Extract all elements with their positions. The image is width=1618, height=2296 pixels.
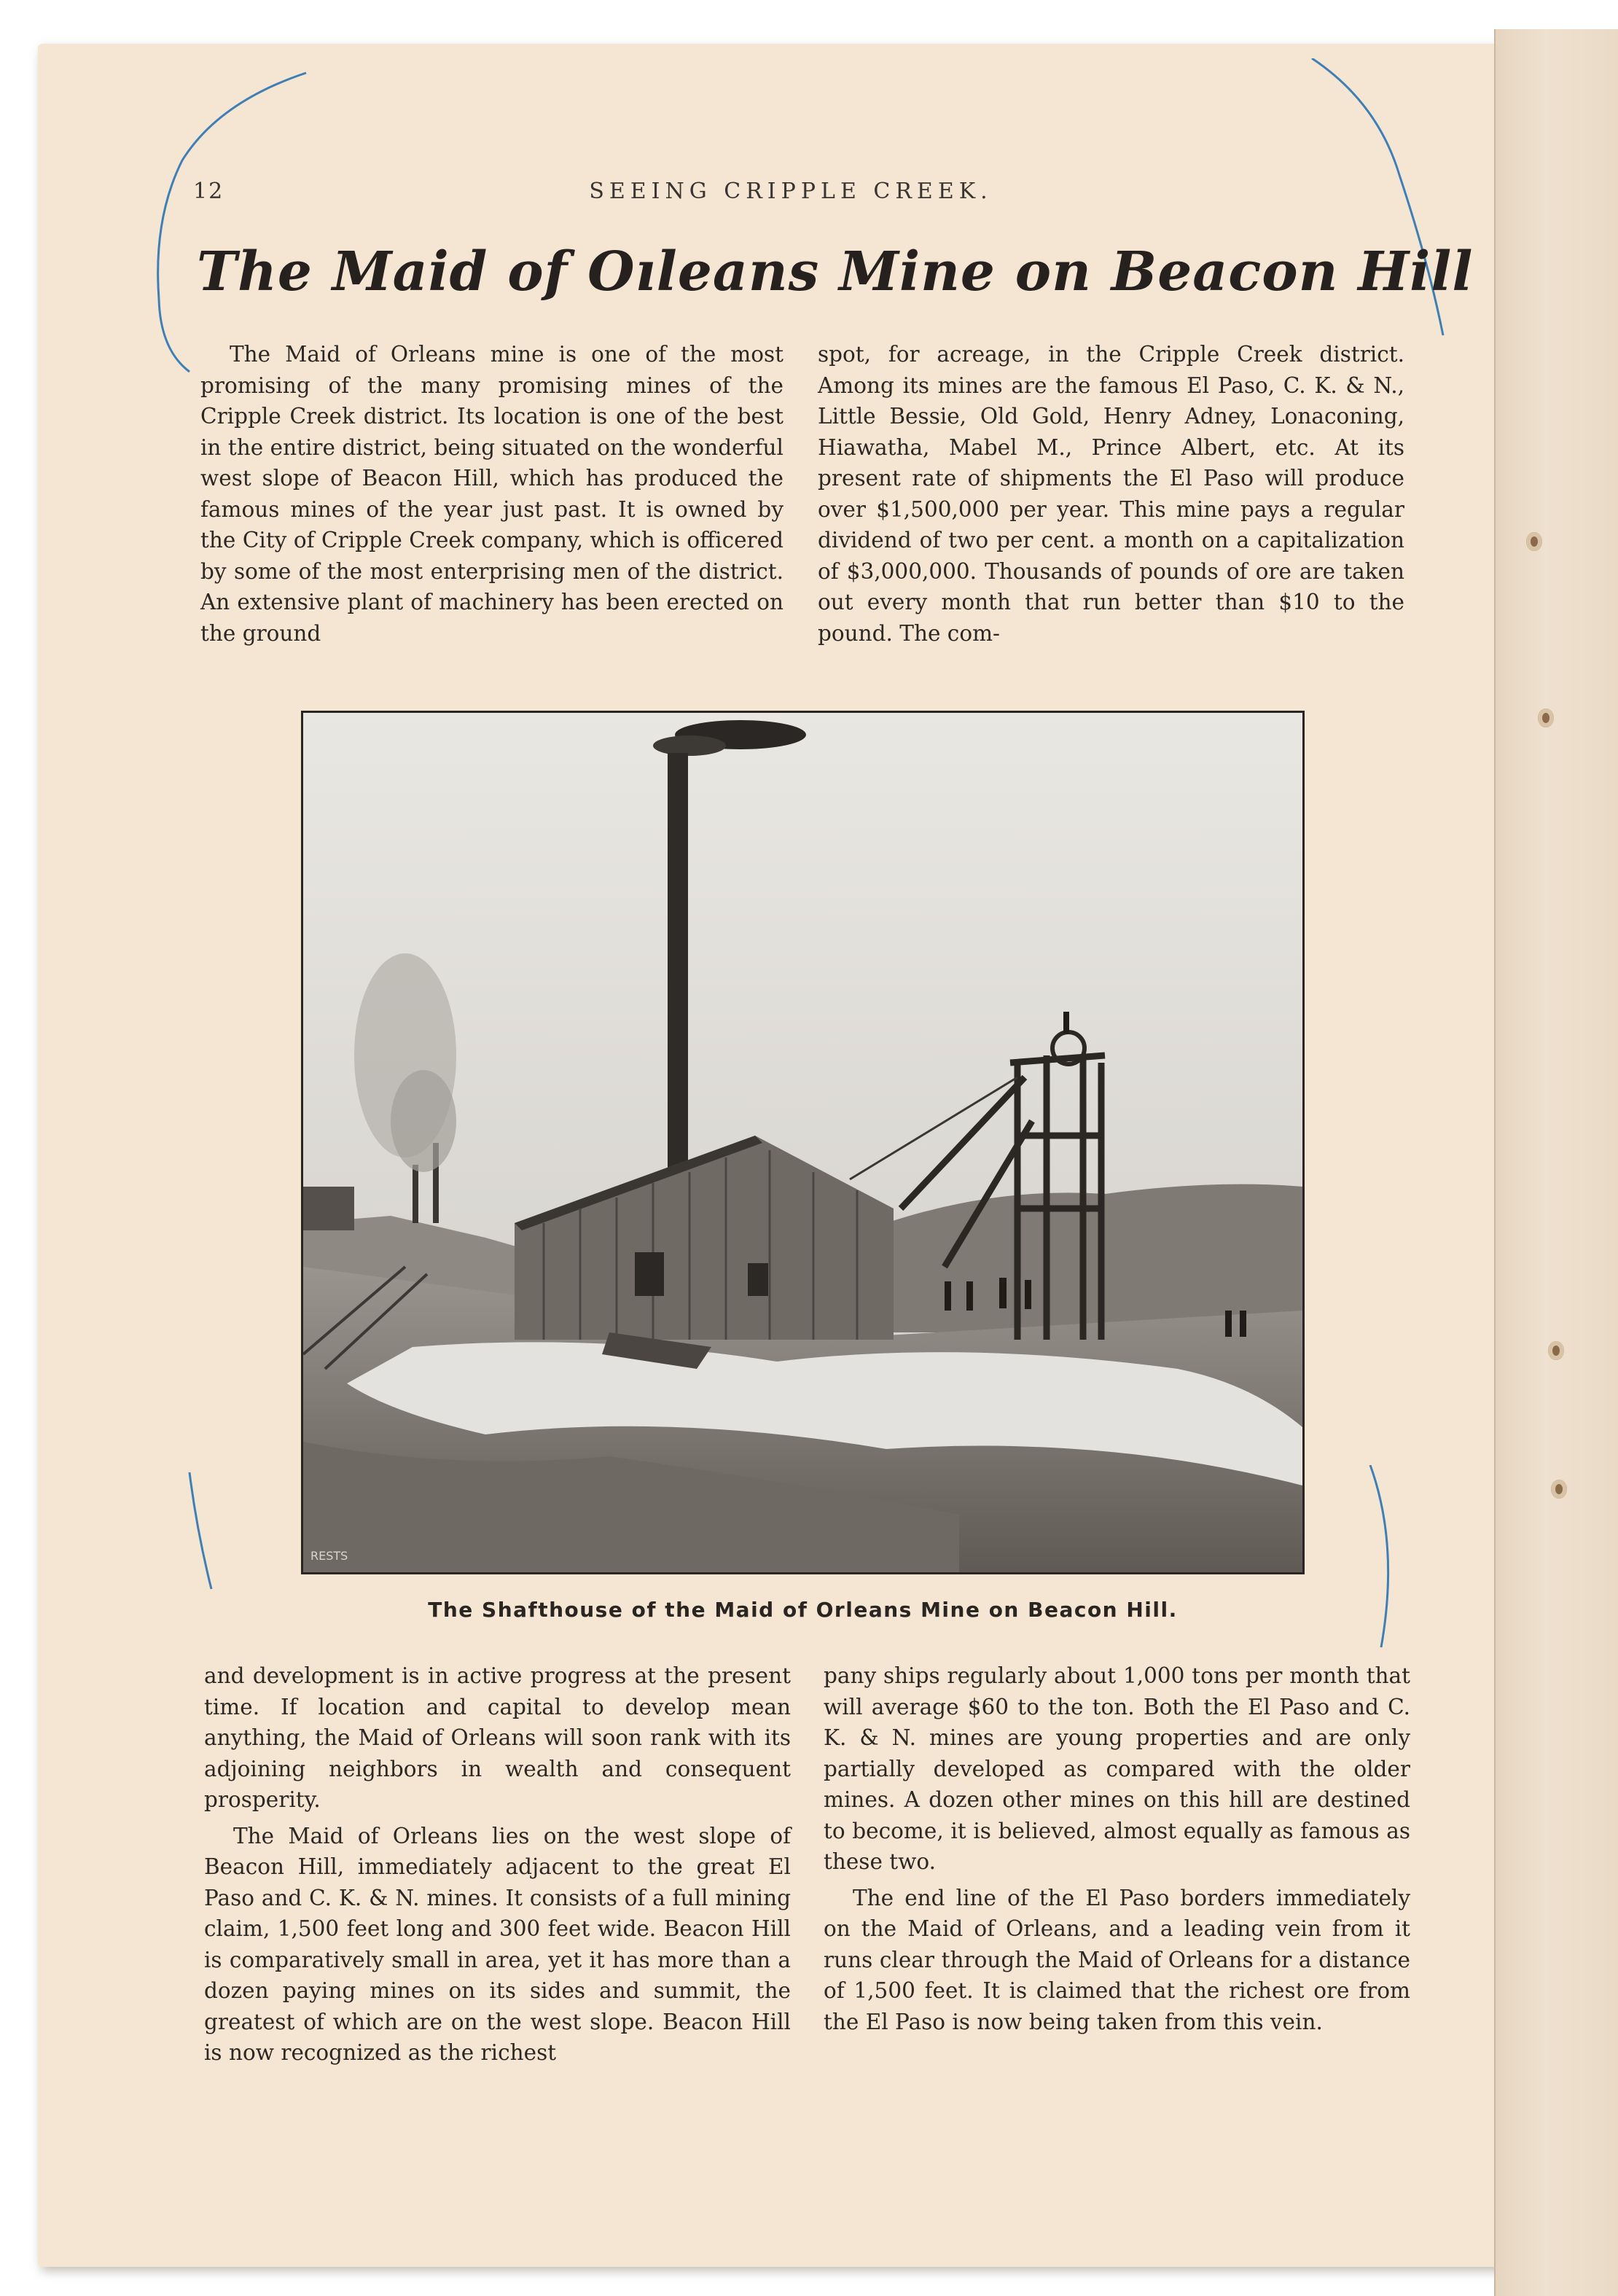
running-title: SEEING CRIPPLE CREEK. (589, 179, 993, 204)
article-column-bottom-right (824, 1660, 1410, 2042)
adjacent-page-edge (1494, 29, 1618, 2296)
photo-caption: The Shafthouse of the Maid of Orleans Mine on Beacon Hill. (428, 1598, 1178, 1622)
paragraph: and development is in active progress at the present time. If location and capital to develop mean anything, the Maid of Orleans will soon rank with its adjoining neighbors in wealth and consequent prosperity. (204, 1663, 791, 1812)
photographer-mark: RESTS (310, 1549, 348, 1563)
article-column-top-right (818, 339, 1404, 654)
shafthouse-photograph (301, 711, 1305, 1574)
running-head (193, 179, 1388, 208)
binding-hole (1548, 1341, 1564, 1360)
paragraph: pany ships regularly about 1,000 tons per month that will average $60 to the ton. Both the El Paso and C. K. & N. mines are young properties and are only partially developed as compared with the older mines. A dozen other mines on this hill are destined to become, it is believed, almost equally as famous as these two. (824, 1663, 1410, 1874)
article-column-bottom-left (204, 1660, 791, 2074)
binding-hole (1526, 532, 1542, 551)
article-headline: The Maid of Oıleans Mine on Beacon Hill (197, 241, 1474, 303)
paragraph: The Maid of Orleans mine is one of the most promising of the many promising mines of the Cripple Creek district. Its location is one of the best in the entire district, being situated on the wonderful west slope of Beacon Hill, which has produced the famous mines of the year just past. It is owned by the City of Cripple Creek company, which is officered by some of the most enterprising men of the district. An extensive plant of machinery has been erected on the ground (200, 342, 783, 646)
binding-hole (1551, 1480, 1567, 1499)
article-column-top-left (200, 339, 783, 654)
distant-smokestack (413, 1165, 418, 1223)
page-number: 12 (193, 179, 224, 204)
main-smokestack (668, 753, 688, 1190)
paragraph: The Maid of Orleans lies on the west slope of Beacon Hill, immediately adjacent to the great El Paso and C. K. & N. mines. It consists of a full mining claim, 1,500 feet long and 300 feet wide. Beacon Hill is comparatively small in area, yet it has more than a dozen paying mines on its sides and summit, the greatest of which are on the west slope. Beacon Hill is now recognized as the richest (204, 1823, 791, 2065)
paragraph: spot, for acreage, in the Cripple Creek district. Among its mines are the famous El Paso, C. K. & N., Little Bessie, Old Gold, Henry Adney, Lonaconing, Hiawatha, Mabel M., Prince Albert, etc. At its present rate of shipments the El Paso will produce over $1,500,000 per year. This mine pays a regular dividend of two per cent. a month on a capitalization of $3,000,000. Thousands of pounds of ore are taken out every month that run better than $10 to the pound. The com- (818, 342, 1404, 646)
binding-hole (1538, 708, 1554, 727)
photo-illustration (303, 713, 1302, 1572)
paragraph: The end line of the El Paso borders immediately on the Maid of Orleans, and a leading vein from it runs clear through the Maid of Orleans for a distance of 1,500 feet. It is claimed that the richest ore from the El Paso is now being taken from this vein. (824, 1885, 1410, 2034)
